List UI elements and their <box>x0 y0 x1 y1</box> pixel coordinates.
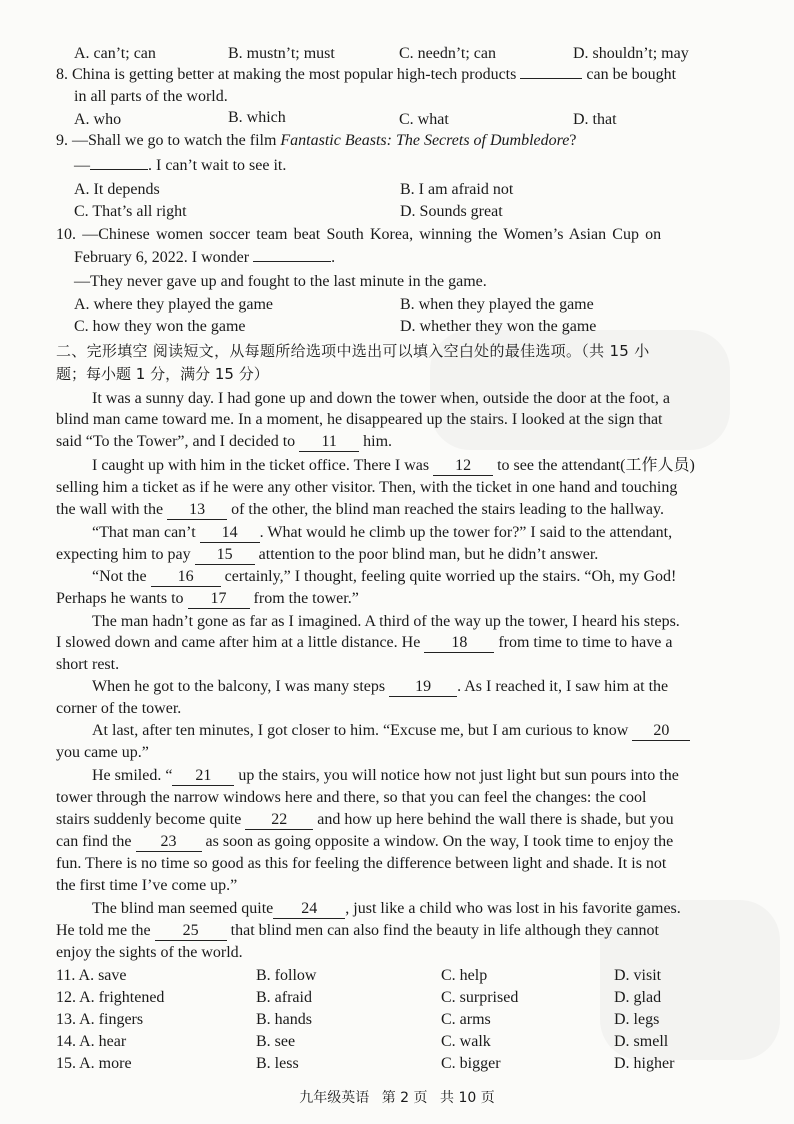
q15-option-b: B. less <box>256 1055 299 1072</box>
q10-blank <box>253 261 331 262</box>
passage-line <box>92 677 668 697</box>
blank-19: 19 <box>389 678 457 697</box>
blank-18: 18 <box>424 634 494 653</box>
passage-text: “Not the <box>92 568 147 585</box>
passage-text: that blind men can also find the beauty in life although they cannot <box>230 922 659 939</box>
passage-line <box>56 500 664 520</box>
passage-text: When he got to the balcony, I was many steps <box>92 678 386 695</box>
q8-stem-text: 8. China is getting better at making the most popular high-tech products <box>56 66 517 83</box>
q8-option-d: D. that <box>573 111 617 128</box>
blank-25: 25 <box>155 922 227 941</box>
q15-option-a: 15. A. more <box>56 1055 132 1072</box>
passage-line: you came up.” <box>56 744 149 761</box>
q8-option-c: C. what <box>399 111 449 128</box>
passage-text: from the tower.” <box>253 590 359 607</box>
q9-stem-text: 9. —Shall we go to watch the film <box>56 132 281 149</box>
q7-option-c: C. needn’t; can <box>399 45 497 62</box>
passage-text: I slowed down and came after him at a little distance. He <box>56 634 421 651</box>
blank-24: 24 <box>273 900 345 919</box>
passage-line <box>92 766 679 786</box>
q11-option-b: B. follow <box>256 967 317 984</box>
passage-line <box>92 899 681 919</box>
q14-option-a: 14. A. hear <box>56 1033 127 1050</box>
section-heading: 二、完形填空 阅读短文，从每题所给选项中选出可以填入空白处的最佳选项。（共 15 小 <box>56 342 650 360</box>
passage-text: to see the attendant(工作人员) <box>497 457 695 474</box>
q12-option-a: 12. A. frightened <box>56 989 165 1006</box>
passage-text: of the other, the blind man reached the stairs leading to the hallway. <box>231 501 664 518</box>
passage-text: up the stairs, you will notice how not just light but sun pours into the <box>238 767 679 784</box>
passage-line: the first time I’ve come up.” <box>56 877 238 894</box>
passage-text: said “To the Tower”, and I decided to <box>56 433 296 450</box>
blank-14: 14 <box>200 524 260 543</box>
passage-text: I caught up with him in the ticket office. There I was <box>92 457 430 474</box>
blank-16: 16 <box>151 568 221 587</box>
passage-text: He told me the <box>56 922 151 939</box>
passage-text: “That man can’t <box>92 524 196 541</box>
passage-line: tower through the narrow windows here and there, so that you can feel the changes: the cool <box>56 789 647 806</box>
blank-11: 11 <box>299 433 359 452</box>
q9-stem-mark: ? <box>569 132 577 149</box>
blank-13: 13 <box>167 501 227 520</box>
blank-17: 17 <box>188 590 250 609</box>
footer-total: 共 10 页 <box>440 1090 495 1106</box>
q10-stem: 10. —Chinese women soccer team beat South Korea, winning the Women’s Asian Cup on <box>56 226 662 243</box>
passage-text: . As I reached it, I saw him at the <box>457 678 669 695</box>
passage-text: certainly,” I thought, feeling quite worried up the stairs. “Oh, my God! <box>224 568 677 585</box>
blank-22: 22 <box>245 811 313 830</box>
passage-text: attention to the poor blind man, but he didn’t answer. <box>258 546 599 563</box>
q9-option-a: A. It depends <box>74 181 160 198</box>
q11-option-d: D. visit <box>614 967 662 984</box>
q10-option-c: C. how they won the game <box>74 318 246 335</box>
q9-option-d: D. Sounds great <box>400 203 503 220</box>
passage-line <box>92 523 672 543</box>
passage-line: short rest. <box>56 656 120 673</box>
q10-stem-mark: . <box>331 249 336 266</box>
q9-response <box>74 156 286 176</box>
page-footer <box>0 1087 794 1107</box>
passage-line <box>56 432 392 452</box>
blank-23: 23 <box>136 833 202 852</box>
q10-response: —They never gave up and fought to the last minute in the game. <box>74 273 487 290</box>
q9-blank <box>90 169 148 170</box>
q8-stem-line2: in all parts of the world. <box>74 88 228 105</box>
passage-line: fun. There is no time so good as this for feeling the difference between light and shade. It is not <box>56 855 667 872</box>
q13-option-d: D. legs <box>614 1011 660 1028</box>
q10-option-b: B. when they played the game <box>400 296 594 313</box>
q13-option-b: B. hands <box>256 1011 312 1028</box>
q11-option-a: 11. A. save <box>56 967 127 984</box>
passage-line <box>56 545 598 565</box>
footer-page: 第 2 页 <box>381 1090 428 1106</box>
passage-line: selling him a ticket as if he were any other visitor. Then, with the ticket in one hand and touching <box>56 479 678 496</box>
q13-option-c: C. arms <box>441 1011 491 1028</box>
q8-option-b: B. which <box>228 109 286 126</box>
q7-option-a: A. can’t; can <box>74 45 156 62</box>
q8-stem <box>56 65 676 85</box>
passage-text: him. <box>363 433 393 450</box>
passage-text: and how up here behind the wall there is shade, but you <box>317 811 674 828</box>
q15-option-c: C. bigger <box>441 1055 501 1072</box>
passage-text: as soon as going opposite a window. On the way, I took time to enjoy the <box>205 833 674 850</box>
passage-line <box>56 633 672 653</box>
q7-option-b: B. mustn’t; must <box>228 45 335 62</box>
passage-text: stairs suddenly become quite <box>56 811 242 828</box>
passage-text: . What would he climb up the tower for?” I said to the attendant, <box>259 524 673 541</box>
blank-12: 12 <box>433 457 493 476</box>
blank-21: 21 <box>172 767 234 786</box>
passage-text: , just like a child who was lost in his favorite games. <box>345 900 681 917</box>
passage-text: expecting him to pay <box>56 546 191 563</box>
passage-line <box>56 589 359 609</box>
passage-line: blind man came toward me. In a moment, he disappeared up the stairs. I looked at the sign that <box>56 411 663 428</box>
passage-line <box>56 810 674 830</box>
q11-option-c: C. help <box>441 967 488 984</box>
q15-option-d: D. higher <box>614 1055 675 1072</box>
q10-option-d: D. whether they won the game <box>400 318 597 335</box>
q14-option-d: D. smell <box>614 1033 669 1050</box>
q13-option-a: 13. A. fingers <box>56 1011 144 1028</box>
passage-line <box>92 456 695 476</box>
q12-option-d: D. glad <box>614 989 662 1006</box>
film-title: Fantastic Beasts: The Secrets of Dumbledore <box>280 132 570 149</box>
q14-option-c: C. walk <box>441 1033 491 1050</box>
q10-stem-line2 <box>74 248 335 268</box>
passage-line <box>56 832 673 852</box>
q8-option-a: A. who <box>74 111 122 128</box>
passage-line <box>56 921 659 941</box>
passage-line: corner of the tower. <box>56 700 182 717</box>
q9-stem <box>56 131 577 151</box>
blank-20: 20 <box>632 722 690 741</box>
passage-text: The blind man seemed quite <box>92 900 274 917</box>
q14-option-b: B. see <box>256 1033 296 1050</box>
q8-blank <box>520 78 582 79</box>
footer-subject: 九年级英语 <box>299 1090 370 1106</box>
passage-line <box>92 567 676 587</box>
passage-text: Perhaps he wants to <box>56 590 184 607</box>
passage-text: from time to time to have a <box>498 634 673 651</box>
passage-line <box>92 721 690 741</box>
passage-line: It was a sunny day. I had gone up and down the tower when, outside the door at the foot, a <box>92 390 670 407</box>
passage-text: can find the <box>56 833 132 850</box>
q12-option-b: B. afraid <box>256 989 312 1006</box>
passage-text: He smiled. “ <box>92 767 173 784</box>
q12-option-c: C. surprised <box>441 989 519 1006</box>
blank-15: 15 <box>195 546 255 565</box>
passage-line: enjoy the sights of the world. <box>56 944 243 961</box>
q10-stem-text: February 6, 2022. I wonder <box>74 249 250 266</box>
passage-text: At last, after ten minutes, I got closer to him. “Excuse me, but I am curious to know <box>92 722 629 739</box>
q8-stem-text-end: can be bought <box>586 66 677 83</box>
q9-response-text: . I can’t wait to see it. <box>148 157 287 174</box>
passage-line: The man hadn’t gone as far as I imagined. A third of the way up the tower, I heard his steps. <box>92 613 680 630</box>
q7-option-d: D. shouldn’t; may <box>573 45 689 62</box>
q9-option-b: B. I am afraid not <box>400 181 514 198</box>
section-heading-line2: 题；每小题 1 分，满分 15 分） <box>56 365 269 383</box>
q9-option-c: C. That’s all right <box>74 203 187 220</box>
q9-dash: — <box>74 157 90 174</box>
q10-option-a: A. where they played the game <box>74 296 274 313</box>
passage-text: the wall with the <box>56 501 164 518</box>
